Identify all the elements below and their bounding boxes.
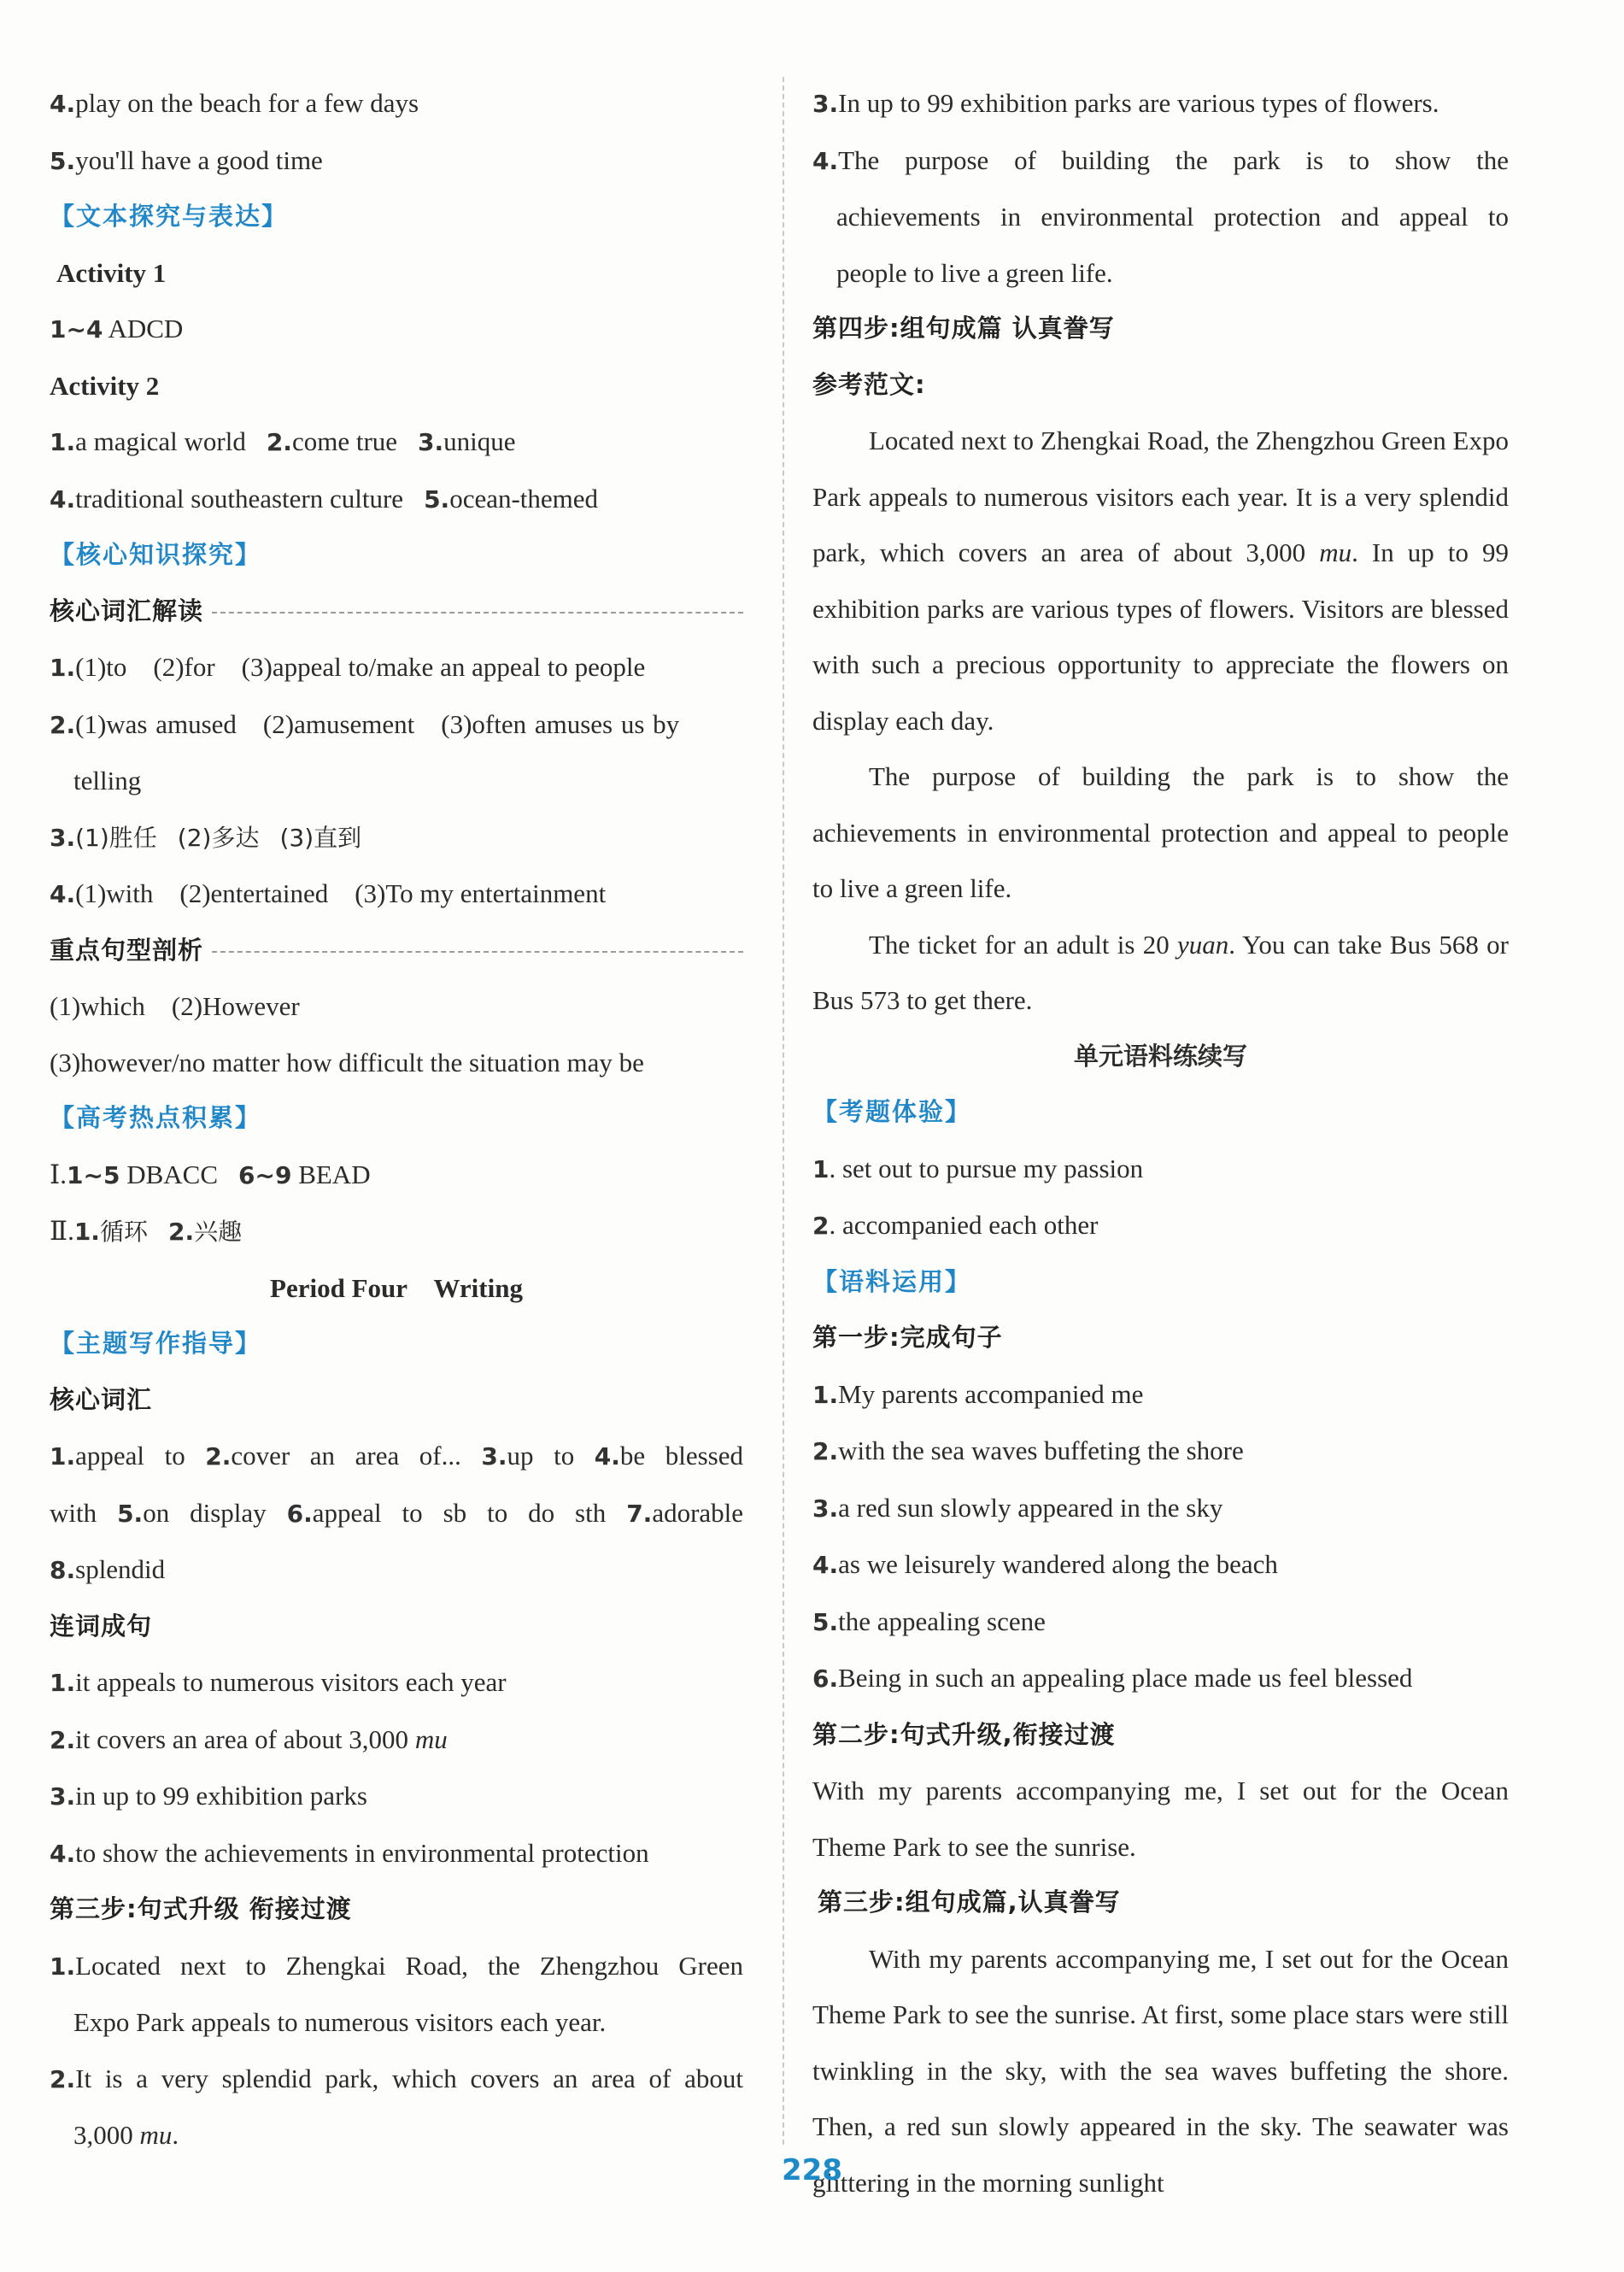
continuation-paragraph: With my parents accompanying me, I set out for the Ocean Theme Park to see the sunrise. At first, some place stars were still twinkling in the sky, with the sea waves buffeting the shore. Then, a red sun slowly appeared in the sky. The seawater was glittering in the morning sunlight — [812, 1943, 1509, 2198]
answer-line: (3)however/no matter how difficult the situation may be — [50, 1047, 644, 1077]
answer-line: 4.as we leisurely wandered along the beach — [812, 1549, 1278, 1579]
answer-line: 4.traditional southeastern culture 5.ocean-themed — [50, 483, 599, 514]
answer-line: 2.it covers an area of about 3,000 mu — [50, 1723, 448, 1754]
subsection-heading: 连词成句 — [50, 1611, 153, 1641]
subsection-heading: 参考范文: — [812, 369, 926, 399]
answer-line: 1. set out to pursue my passion — [812, 1153, 1144, 1183]
subsection-heading: 第三步:句式升级 衔接过渡 — [50, 1894, 352, 1923]
right-column — [812, 75, 1509, 2210]
section-heading: 【文本探究与表达】 — [50, 202, 289, 231]
answer-line: (1)which (2)However — [50, 991, 300, 1021]
answer-line: 4.The purpose of building the park is to show the — [812, 144, 1509, 175]
answer-line: 1~4 ADCD — [50, 314, 184, 343]
subsection-heading: 重点句型剖析 — [50, 923, 743, 979]
subsection-heading: 第四步:组句成篇 认真誊写 — [812, 314, 1115, 343]
answer-line: 8.splendid — [50, 1554, 166, 1584]
section-heading: 【高考热点积累】 — [50, 1103, 262, 1132]
answer-line: 2.(1)was amused (2)amusement (3)often amuses us by — [50, 708, 680, 739]
answer-line: 3.a red sun slowly appeared in the sky — [812, 1492, 1223, 1523]
answer-line: with 5.on display 6.appeal to sb to do sth 7.adorable — [50, 1497, 744, 1528]
answer-line-continued: achievements in environmental protection and appeal to — [836, 202, 1509, 232]
subsection-heading: 核心词汇解读 — [50, 584, 743, 640]
answer-line: 3.(1)胜任 (2)多达 (3)直到 — [50, 823, 362, 852]
answer-line: Ⅱ.1.循环 2.兴趣 — [50, 1216, 243, 1246]
answer-line: 6.Being in such an appealing place made us feel blessed — [812, 1663, 1413, 1693]
answer-line: 1.My parents accompanied me — [812, 1378, 1144, 1409]
answer-line: 4.(1)with (2)entertained (3)To my entertainment — [50, 878, 607, 908]
answer-line: 1.a magical world 2.come true 3.unique — [50, 426, 516, 456]
answer-line: 3.In up to 99 exhibition parks are various types of flowers. — [812, 88, 1439, 118]
section-heading: 【主题写作指导】 — [50, 1329, 262, 1358]
answer-line: Ⅰ.1~5 DBACC 6~9 BEAD — [50, 1159, 371, 1189]
unit-title: 单元语料练续写 — [1073, 1041, 1247, 1071]
activity-heading: Activity 2 — [50, 370, 160, 401]
answer-line: 4.to show the achievements in environmental protection — [50, 1837, 649, 1868]
activity-heading: Activity 1 — [56, 257, 167, 288]
answer-line-continued: telling — [73, 766, 142, 795]
answer-line-continued: 3,000 mu. — [73, 2120, 179, 2150]
page-number: 228 — [782, 2153, 842, 2187]
answer-line-continued: people to live a green life. — [836, 257, 1113, 288]
subsection-heading: 第二步:句式升级,衔接过渡 — [812, 1719, 1116, 1749]
answer-line: 2.It is a very splendid park, which covers an area of about — [50, 2063, 743, 2093]
subsection-heading: 第三步:组句成篇,认真誊写 — [818, 1887, 1121, 1917]
section-heading: 【考题体验】 — [812, 1097, 972, 1126]
answer-line: 3.in up to 99 exhibition parks — [50, 1781, 367, 1811]
model-essay-paragraph: The purpose of building the park is to show the achievements in environmental protection and appeal to people to live a green life. — [812, 761, 1509, 903]
section-heading: 【核心知识探究】 — [50, 540, 262, 569]
period-title: Period Four Writing — [270, 1272, 523, 1303]
answer-line: 2.with the sea waves buffeting the shore — [812, 1435, 1244, 1465]
answer-line: 2. accompanied each other — [812, 1210, 1099, 1240]
dashed-rule — [212, 951, 743, 953]
answer-line: 5.the appealing scene — [812, 1606, 1046, 1636]
answer-line: 1.Located next to Zhengkai Road, the Zhengzhou Green — [50, 1950, 743, 1981]
column-divider — [783, 77, 784, 2145]
answer-line: 1.appeal to 2.cover an area of... 3.up to 4.be blessed — [50, 1441, 744, 1471]
answer-line: Theme Park to see the sunrise. — [812, 1831, 1136, 1862]
answer-line: 5.you'll have a good time — [50, 144, 323, 175]
subsection-heading: 第一步:完成句子 — [812, 1323, 1003, 1352]
dashed-rule — [212, 612, 743, 613]
answer-line: 1.it appeals to numerous visitors each year — [50, 1667, 507, 1697]
answer-line: 1.(1)to (2)for (3)appeal to/make an appeal to people — [50, 652, 646, 682]
answer-line: 4.play on the beach for a few days — [50, 88, 419, 118]
subsection-heading: 核心词汇 — [50, 1384, 153, 1414]
model-essay-paragraph: The ticket for an adult is 20 yuan. You can take Bus 568 or Bus 573 to get there. — [812, 929, 1509, 1015]
section-heading: 【语料运用】 — [812, 1266, 972, 1296]
answer-line: With my parents accompanying me, I set out for the Ocean — [812, 1776, 1509, 1805]
model-essay-paragraph: Located next to Zhengkai Road, the Zhengzhou Green Expo Park appeals to numerous visitors each year. It is a very splendid park, which covers an area of about 3,000 mu. In up to 99 exhibition parks are various types of flowers. Visitors are blessed with such a precious opportunity to appreciate the flowers on display each day. — [812, 426, 1509, 736]
left-column — [50, 75, 743, 2163]
answer-line-continued: Expo Park appeals to numerous visitors each year. — [73, 2007, 607, 2037]
